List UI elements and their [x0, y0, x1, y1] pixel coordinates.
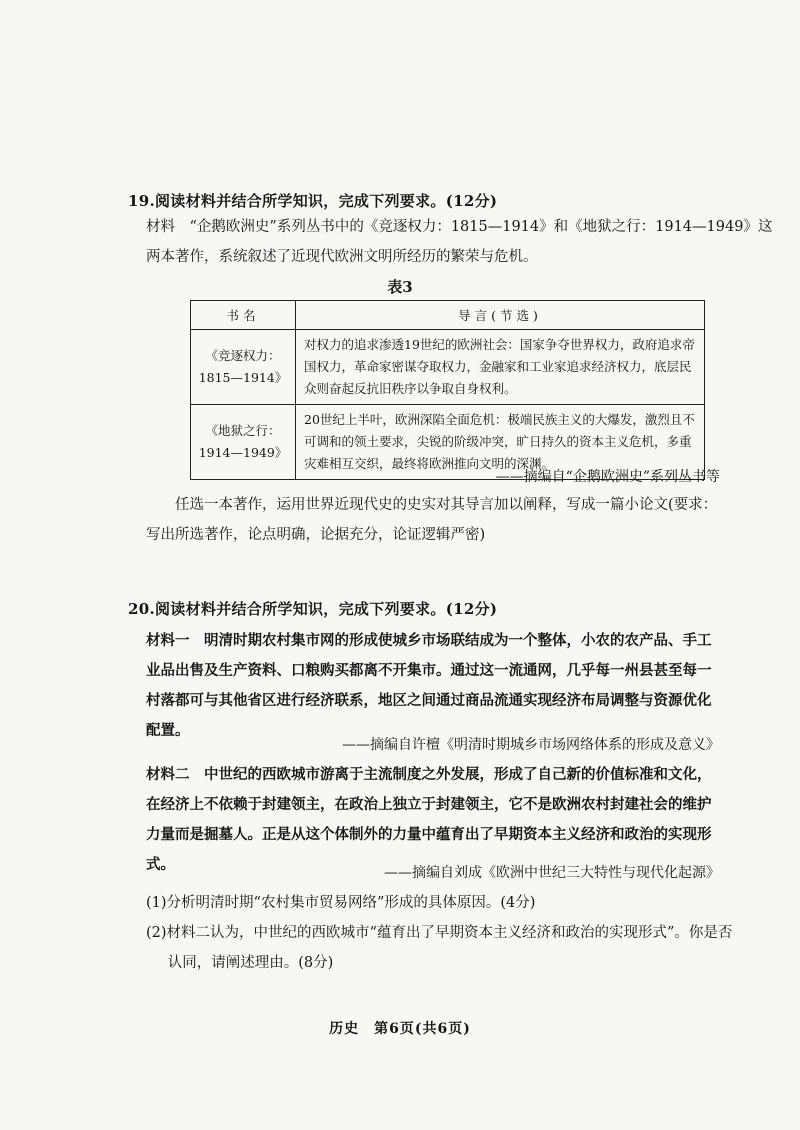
- book-name-cell: [191, 405, 296, 480]
- table-title: 表3: [387, 278, 413, 296]
- table-row: [191, 330, 705, 405]
- table-3: [190, 300, 705, 480]
- book-intro-cell: 20世纪上半叶，欧洲深陷全面危机：极端民族主义的大爆发，激烈且不可调和的领土要求，尖锐的阶级冲突，旷日持久的资本主义危机，多重灾难相互交织，最终将欧洲推向文明的深渊。: [296, 405, 705, 480]
- q20-material-1: 材料一 明清时期农村集市网的形成使城乡市场联结成为一个整体，小农的农产品、手工业品出售及生产资料、口粮购买都离不开集市。通过这一流通网，几乎每一州县甚至每一村落都可与其他省区进行经济联系，地区之间通过商品流通实现经济布局调整与资源优化配置。: [146, 632, 712, 739]
- book-name-line: 1914—1949》: [198, 445, 288, 460]
- q19-material-line-1: 材料 “企鹅欧洲史”系列丛书中的《竞逐权力：1815—1914》和《地狱之行：1914—1949》这: [146, 219, 773, 235]
- book-name-line: 1815—1914》: [198, 370, 288, 385]
- q20-source-2: ——摘编自刘成《欧洲中世纪三大特性与现代化起源》: [384, 865, 720, 881]
- q20-sub-question-2: (2)材料二认为，中世纪的西欧城市“蕴育出了早期资本主义经济和政治的实现形式”。你是否认同，请阐述理由。(8分): [146, 925, 733, 971]
- q19-task: 任选一本著作，运用世界近现代史的史实对其导言加以阐释，写成一篇小论文(要求：写出所选著作，论点明确，论据充分，论证逻辑严密): [146, 497, 718, 543]
- q20-sub-question-1: (1)分析明清时期“农村集市贸易网络”形成的具体原因。(4分): [146, 895, 536, 911]
- book-intro-cell: 对权力的追求渗透19世纪的欧洲社会：国家争夺世界权力，政府追求帝国权力，革命家密谋夺取权力，金融家和工业家追求经济权力，底层民众则奋起反抗旧秩序以争取自身权利。: [296, 330, 705, 405]
- book-name-line: 《地狱之行：: [205, 423, 281, 438]
- header-intro: 导言(节选): [296, 301, 705, 330]
- book-name-cell: [191, 330, 296, 405]
- q20-heading: 20.阅读材料并结合所学知识，完成下列要求。(12分): [128, 600, 498, 618]
- q19-heading: 19.阅读材料并结合所学知识，完成下列要求。(12分): [128, 192, 498, 210]
- q19-material: [146, 212, 773, 272]
- header-book-name: 书名: [191, 301, 296, 330]
- table-header-row: [191, 301, 705, 330]
- q20-material-2: 材料二 中世纪的西欧城市游离于主流制度之外发展，形成了自己新的价值标准和文化，在经济上不依赖于封建领主，在政治上独立于封建领主，它不是欧洲农村封建社会的维护力量而是掘墓人。正是从这个体制外的力量中蕴育出了早期资本主义经济和政治的实现形式。: [146, 766, 712, 873]
- book-name-line: 《竞逐权力：: [205, 348, 281, 363]
- q19-material-line-2: 两本著作，系统叙述了近现代欧洲文明所经历的繁荣与危机。: [146, 249, 538, 265]
- q19-source: ——摘编自“企鹅欧洲史”系列丛书等: [495, 469, 720, 485]
- page-footer: 历史 第6页(共6页): [329, 1021, 471, 1037]
- q20-source-1: ——摘编自许檀《明清时期城乡市场网络体系的形成及意义》: [342, 737, 720, 753]
